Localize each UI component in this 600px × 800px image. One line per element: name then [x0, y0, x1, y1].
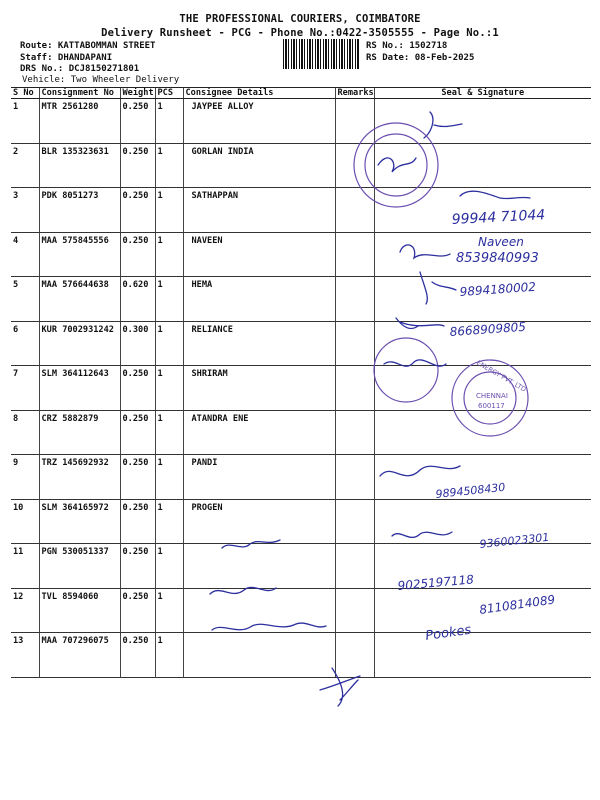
cell-weight: 0.250	[120, 232, 155, 277]
cell-weight: 0.300	[120, 321, 155, 366]
signature-row-6	[396, 318, 444, 328]
cell-weight: 0.250	[120, 366, 155, 411]
handwritten-name-row-13: Pookes	[424, 622, 473, 644]
cell-weight: 0.250	[120, 544, 155, 589]
handwritten-phone-row-10: 9894508430	[434, 480, 506, 501]
stamp-text-energy: ENERGY PVT. LTD	[475, 358, 528, 394]
stamp-text-chennai: CHENNAI	[476, 392, 508, 400]
signature-row-11-a	[222, 540, 280, 548]
cell-pcs: 1	[155, 232, 183, 277]
cell-pcs: 1	[155, 143, 183, 188]
cell-consignment: MAA 707296075	[39, 633, 120, 678]
runsheet-title: THE PROFESSIONAL COURIERS, COIMBATORE	[179, 13, 421, 25]
cell-pcs: 1	[155, 588, 183, 633]
staff-label: Staff: DHANDAPANI	[20, 53, 113, 63]
col-header-sno: S No	[11, 88, 39, 99]
handwritten-phone-row-13: 8110814089	[478, 592, 557, 617]
cell-sno: 1	[11, 99, 39, 144]
signature-row-13	[212, 623, 326, 630]
handwritten-phone-row-6: 8668909805	[449, 319, 527, 339]
handwritten-phone-row-12: 9025197118	[397, 572, 475, 593]
cell-weight: 0.250	[120, 633, 155, 678]
cell-weight: 0.250	[120, 410, 155, 455]
cell-sno: 9	[11, 455, 39, 500]
signature-row-12	[210, 587, 276, 594]
cell-consignment: BLR 135323631	[39, 143, 120, 188]
cell-pcs: 1	[155, 321, 183, 366]
cell-pcs: 1	[155, 633, 183, 678]
cell-consignment: SLM 364165972	[39, 499, 120, 544]
signature-row-5	[420, 272, 456, 304]
cell-pcs: 1	[155, 544, 183, 589]
cell-consignee: PANDI	[183, 455, 335, 500]
cell-sno: 11	[11, 544, 39, 589]
runsheet-subtitle: Delivery Runsheet - PCG - Phone No.:0422-3505555 - Page No.:1	[101, 27, 499, 39]
signature-row-1	[424, 112, 462, 138]
col-header-pcs: PCS	[155, 88, 183, 99]
cell-consignee: JAYPEE ALLOY	[183, 99, 335, 144]
col-header-signature: Seal & Signature	[374, 88, 591, 99]
cell-consignment: TRZ 145692932	[39, 455, 120, 500]
signature-row-11-b	[392, 532, 452, 537]
stamp-text-code: 600117	[478, 402, 505, 410]
signature-row-3	[460, 191, 530, 198]
col-header-consignment: Consignment No	[39, 88, 120, 99]
cell-consignee: RELIANCE	[183, 321, 335, 366]
cell-sno: 12	[11, 588, 39, 633]
cell-consignment: MAA 576644638	[39, 277, 120, 322]
cell-sno: 3	[11, 188, 39, 233]
cell-sno: 7	[11, 366, 39, 411]
handwritten-phone-row-11: 9360023301	[478, 530, 550, 551]
cell-consignee: SHRIRAM	[183, 366, 335, 411]
cell-pcs: 1	[155, 99, 183, 144]
cell-consignment: TVL 8594060	[39, 588, 120, 633]
drs-number: DRS No.: DCJ8150271801	[20, 64, 140, 74]
cell-weight: 0.250	[120, 188, 155, 233]
cell-consignment: PGN 530051337	[39, 544, 120, 589]
col-header-weight: Weight	[120, 88, 155, 99]
handwritten-name-row-4: Naveen	[478, 235, 524, 249]
handwritten-phone-row-4: 8539840993	[456, 251, 539, 266]
handwritten-phone-row-3: 99944 71044	[451, 207, 546, 228]
rs-date: RS Date: 08-Feb-2025	[366, 53, 475, 63]
cell-consignment: KUR 7002931242	[39, 321, 120, 366]
signature-row-10	[380, 466, 460, 476]
cell-pcs: 1	[155, 499, 183, 544]
cell-consignment: SLM 364112643	[39, 366, 120, 411]
cell-pcs: 1	[155, 455, 183, 500]
cell-consignment: MAA 575845556	[39, 232, 120, 277]
cell-sno: 6	[11, 321, 39, 366]
signature-bottom	[320, 668, 360, 706]
cell-sno: 10	[11, 499, 39, 544]
cell-weight: 0.250	[120, 455, 155, 500]
cell-consignment: PDK 8051273	[39, 188, 120, 233]
cell-sno: 2	[11, 143, 39, 188]
cell-consignee: NAVEEN	[183, 232, 335, 277]
cell-consignment: CRZ 5882879	[39, 410, 120, 455]
cell-weight: 0.250	[120, 143, 155, 188]
col-header-remarks: Remarks	[335, 88, 374, 99]
cell-consignee: PROGEN	[183, 499, 335, 544]
rs-number: RS No.: 1502718	[366, 41, 448, 51]
signature-row-4	[400, 245, 450, 258]
handwritten-phone-row-5: 9894180002	[459, 279, 537, 299]
vehicle-label: Vehicle: Two Wheeler Delivery	[22, 75, 180, 85]
cell-weight: 0.250	[120, 588, 155, 633]
cell-sno: 8	[11, 410, 39, 455]
route-label: Route: KATTABOMMAN STREET	[20, 41, 156, 51]
cell-weight: 0.250	[120, 499, 155, 544]
cell-pcs: 1	[155, 188, 183, 233]
cell-sno: 5	[11, 277, 39, 322]
cell-sno: 4	[11, 232, 39, 277]
cell-consignee: HEMA	[183, 277, 335, 322]
cell-pcs: 1	[155, 410, 183, 455]
stamp-seal-middle	[374, 338, 528, 436]
cell-pcs: 1	[155, 366, 183, 411]
cell-consignee: SATHAPPAN	[183, 188, 335, 233]
cell-weight: 0.620	[120, 277, 155, 322]
cell-weight: 0.250	[120, 99, 155, 144]
cell-sno: 13	[11, 633, 39, 678]
stamp-seal-top	[354, 123, 438, 207]
cell-consignment: MTR 2561280	[39, 99, 120, 144]
signature-row-2	[378, 158, 416, 172]
col-header-consignee: Consignee Details	[183, 88, 335, 99]
cell-consignee: ATANDRA ENE	[183, 410, 335, 455]
cell-pcs: 1	[155, 277, 183, 322]
cell-consignee: GORLAN INDIA	[183, 143, 335, 188]
